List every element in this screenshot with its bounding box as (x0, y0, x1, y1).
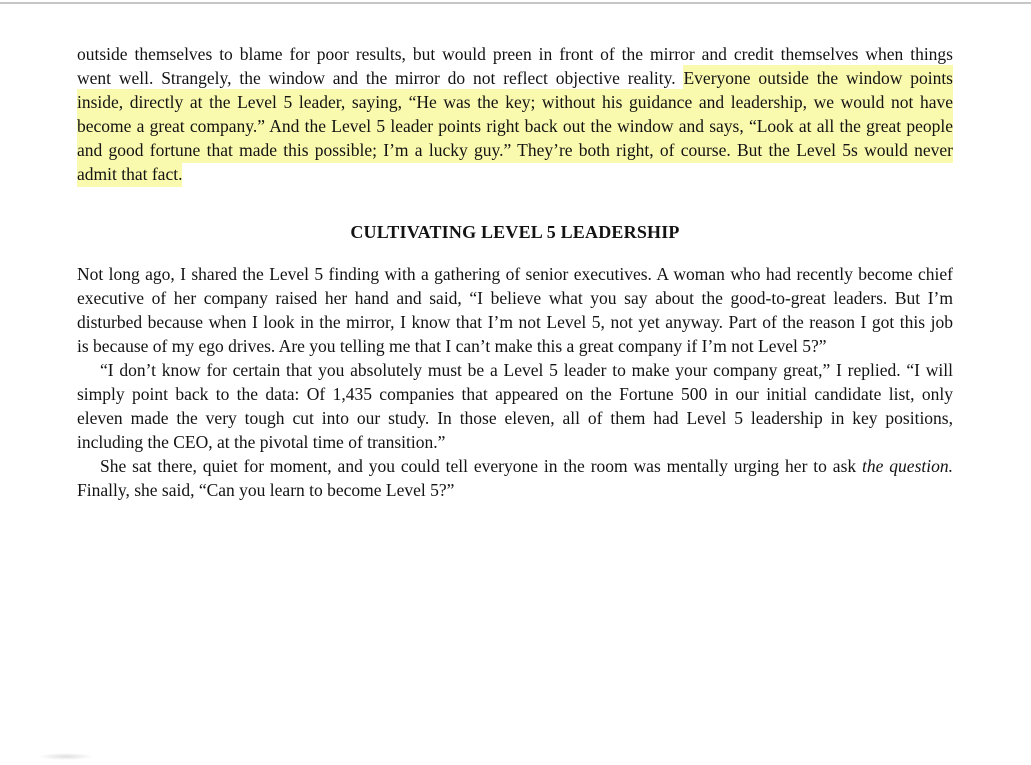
text-line (77, 334, 953, 358)
text-line (77, 162, 953, 186)
text-segment: disturbed because when I look in the mirror, I know that I’m not Level 5, not yet anyway. Part of the reason I got this job (77, 312, 953, 332)
text-line (77, 406, 953, 430)
text-segment: including the CEO, at the pivotal time of transition.” (77, 432, 446, 452)
text-line (77, 382, 953, 406)
text-segment: outside themselves to blame for poor results, but would preen in front of the mirror and credit themselves when things (77, 44, 953, 64)
italic-text: the question. (862, 456, 953, 476)
paragraphs-container (77, 262, 953, 502)
text-line (77, 286, 953, 310)
text-segment: went well. Strangely, the window and the mirror do not reflect objective reality. (77, 68, 684, 88)
text-segment: She sat there, quiet for moment, and you could tell everyone in the room was mentally urging her to ask (100, 456, 863, 476)
text-segment: Finally, she said, “Can you learn to become Level 5?” (77, 480, 455, 500)
highlighted-text: become a great company.” And the Level 5 leader points right back out the window and says, “Look at all the great people (77, 113, 953, 139)
text-line (77, 90, 953, 114)
text-line (77, 262, 953, 286)
text-line (77, 430, 953, 454)
text-line (77, 138, 953, 162)
text-line (77, 42, 953, 66)
highlighted-text: admit that fact. (77, 161, 182, 187)
text-line (77, 310, 953, 334)
paragraph-continuation (77, 42, 953, 186)
highlighted-text: inside, directly at the Level 5 leader, saying, “He was the key; without his guidance and leadership, we would not have (77, 89, 953, 115)
page-top-border (0, 2, 1031, 4)
paragraph (77, 262, 953, 358)
text-segment: simply point back to the data: Of 1,435 companies that appeared on the Fortune 500 in our initial candidate list, only (77, 384, 953, 404)
text-segment: executive of her company raised her hand and said, “I believe what you say about the good-to-great leaders. But I’m (77, 288, 953, 308)
text-line (77, 114, 953, 138)
text-line (77, 358, 953, 382)
text-line (77, 66, 953, 90)
paragraph (77, 358, 953, 454)
text-line (77, 454, 953, 478)
section-heading: CULTIVATING LEVEL 5 LEADERSHIP (350, 222, 680, 242)
text-segment: eleven made the very tough cut into our study. In those eleven, all of them had Level 5 leadership in key positions, (77, 408, 953, 428)
text-segment: is because of my ego drives. Are you telling me that I can’t make this a great company if I’m not Level 5?” (77, 336, 827, 356)
highlighted-text: Everyone outside the window points (683, 65, 953, 91)
text-line (77, 478, 953, 502)
highlighted-text: and good fortune that made this possible; I’m a lucky guy.” They’re both right, of course. But the Level 5s would never (77, 137, 953, 163)
page-curl-shadow (38, 753, 94, 760)
text-segment: “I don’t know for certain that you absolutely must be a Level 5 leader to make your company great,” I replied. “I will (100, 360, 953, 380)
text-block (77, 42, 953, 502)
paragraph (77, 454, 953, 502)
text-segment: Not long ago, I shared the Level 5 finding with a gathering of senior executives. A woman who had recently become chief (77, 264, 953, 284)
